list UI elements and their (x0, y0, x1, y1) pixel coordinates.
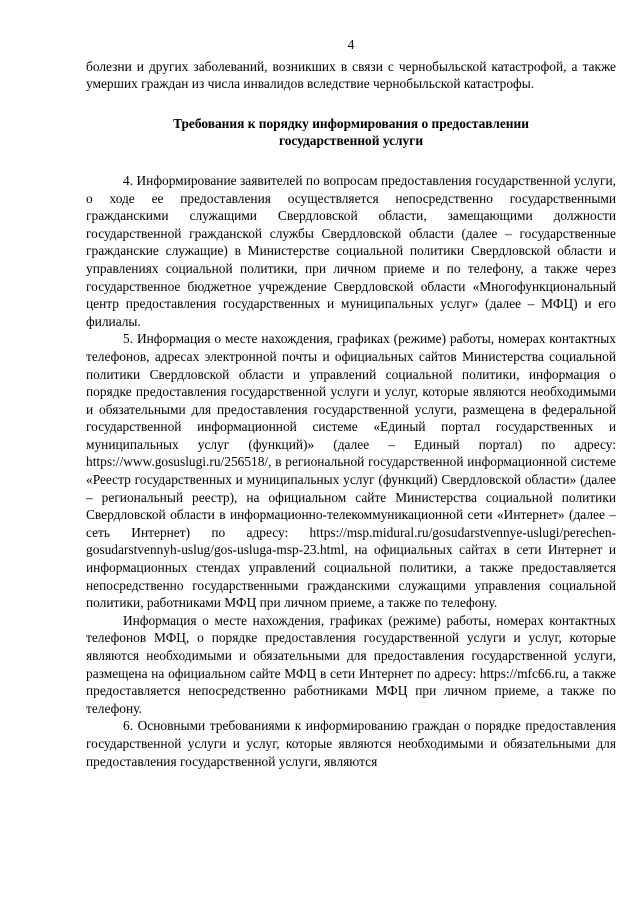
paragraph-6: 6. Основными требованиями к информированию граждан о порядке предоставления государственной услуги и услуг, которые являются необходимыми и обязательными для предоставления государственной услуги, являются (86, 718, 616, 769)
section-heading (86, 115, 616, 150)
paragraph-5: 5. Информация о месте нахождения, графиках (режиме) работы, номерах контактных телефонов, адресах электронной почты и официальных сайтов Министерства социальной политики Свердловской области и управлений социальной политики, информация о порядке предоставления государственной услуги и услуг, которые являются необходимыми и обязательными для предоставления государственной услуги, размещена в федеральной государственной информационной системе «Единый портал государственных и муниципальных услуг (функций)» (далее – Единый портал) по адресу: https://www.gosuslugi.ru/256518/, в региональной государственной информационной системе «Реестр государственных и муниципальных услуг (функций) Свердловской области» (далее – региональный реестр), на официальном сайте Министерства социальной политики Свердловской области в информационно-телекоммуникационной сети «Интернет» (далее – сеть Интернет) по адресу: https://msp.midural.ru/gosudarstvennye-uslugi/perechen-gosudarstvennyh-uslug/gos-usluga-msp-23.html, на официальных сайтах в сети Интернет и информационных стендах управлений социальной политики, а также предоставляется непосредственно государственными гражданскими служащими управления социальной политики, работниками МФЦ при личном приеме, а также по телефону. (86, 331, 616, 611)
section-heading-line-2: государственной услуги (278, 133, 424, 149)
paragraph-4: 4. Информирование заявителей по вопросам предоставления государственной услуги, о ходе ее предоставления осуществляется непосредственно государственными гражданскими служащими Свердловской области, замещающими должности государственной гражданской службы Свердловской области (далее – государственные гражданские служащие) в Министерстве социальной политики Свердловской области и управлениях социальной политики, при личном приеме и по телефону, а также через государственное бюджетное учреждение Свердловской области «Многофункциональный центр предоставления государственных и муниципальных услуг» (далее – МФЦ) и его филиалы. (86, 172, 616, 329)
page-number: 4 (347, 37, 355, 52)
document-page (86, 36, 616, 770)
section-heading-line-1: Требования к порядку информирования о предоставлении (173, 115, 529, 131)
paragraph-5-mfc-info: Информация о месте нахождения, графиках (режиме) работы, номерах контактных телефонов МФЦ, о порядке предоставления государственной услуги и услуг, которые являются необходимыми и обязательными для предоставления государственной услуги, размещена на официальном сайте МФЦ в сети Интернет по адресу: https://mfc66.ru, а также предоставляется непосредственно работниками МФЦ при личном приеме, а также по телефону. (86, 612, 616, 716)
intro-paragraph: болезни и других заболеваний, возникших в связи с чернобыльской катастрофой, а также умерших граждан из числа инвалидов вследствие чернобыльской катастрофы. (86, 58, 616, 92)
